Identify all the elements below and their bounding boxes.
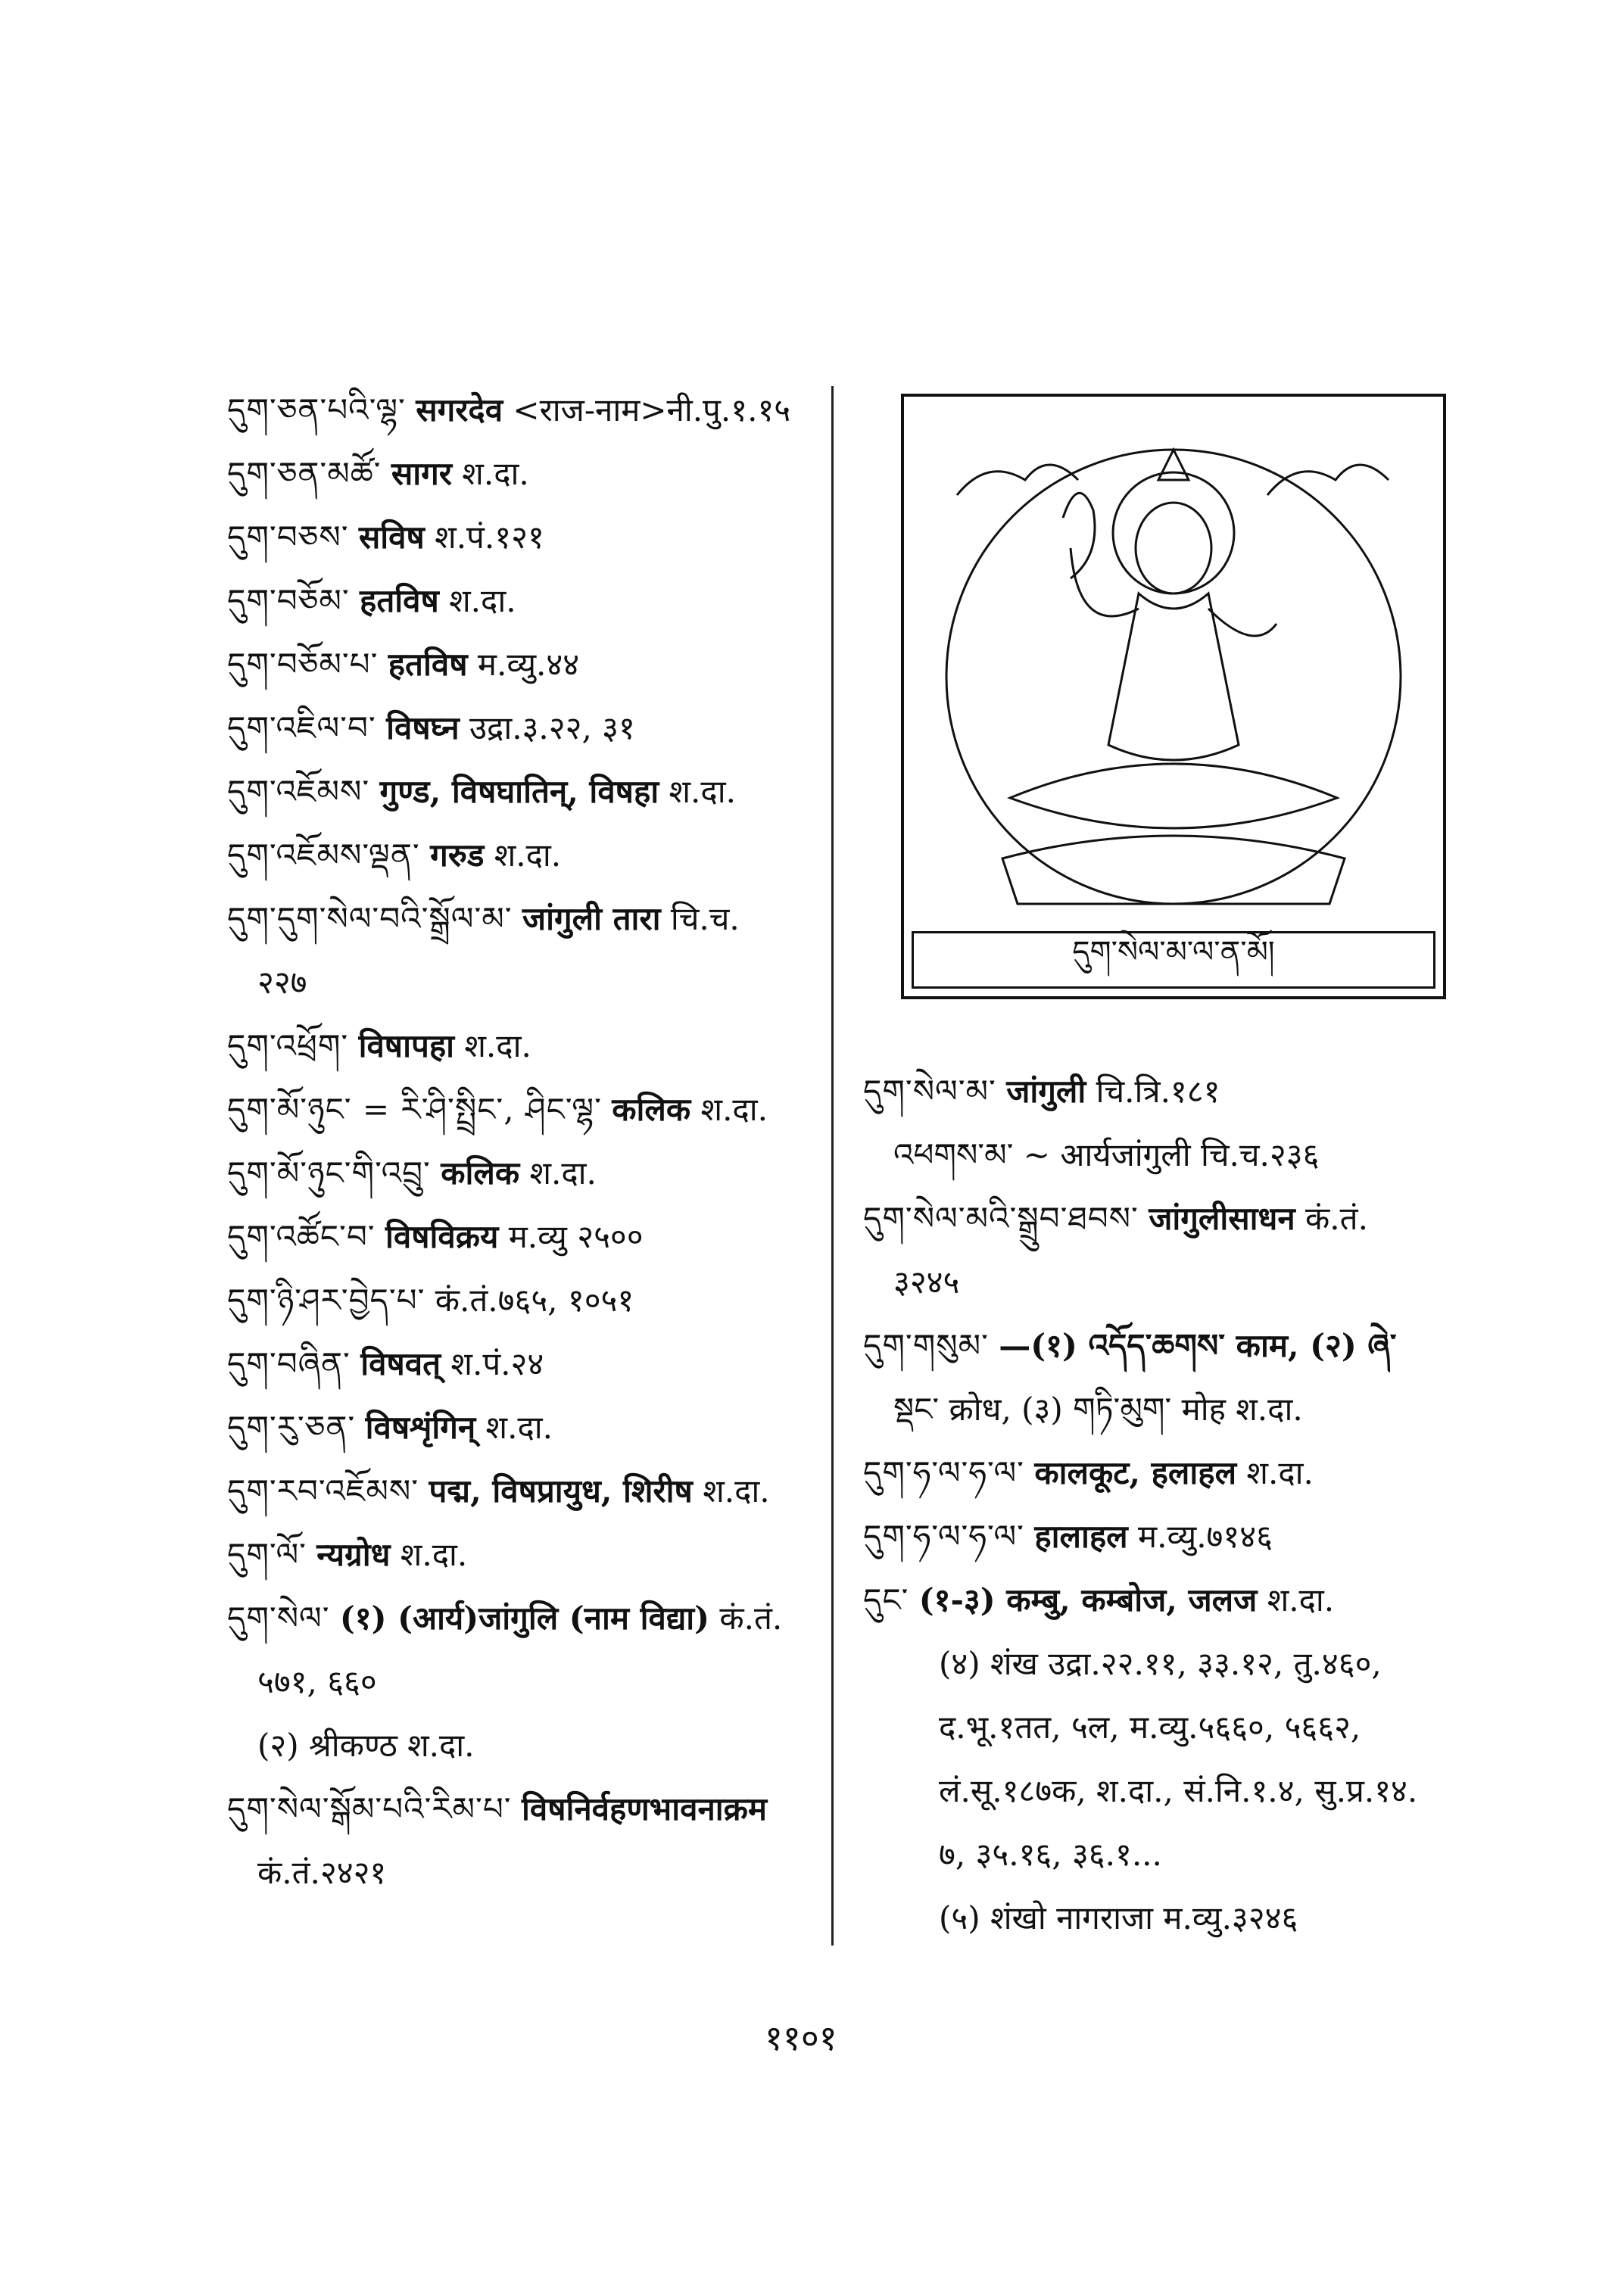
entry-continuation: ३२४५ xyxy=(893,1263,960,1301)
page-number: ११०१ xyxy=(765,2017,837,2058)
entry: དུག་ལོ་ न्यग्रोध श.दा. xyxy=(227,1536,468,1573)
entry-continuation: ७, ३५.१६, ३६.१... xyxy=(939,1836,1162,1873)
entry: དུག་འཇིལ་བ་ विषघ्न उद्रा.३.२२, ३१ xyxy=(227,709,635,746)
entry: དུག་ཉི་ཤར་བྱེད་པ་ कं.तं.७६५, १०५१ xyxy=(227,1282,634,1319)
entry: དུག་སེལ་སྒོམ་པའི་རིམ་པ་ विषनिर्वहणभावनाक्रम xyxy=(227,1790,767,1827)
entry-continuation: སྡང་ क्रोध, (३) གཏི་མུག་ मोह श.दा. xyxy=(893,1391,1303,1428)
entry: དུག་གསུམ་ —(१) འདོད་ཆགས་ काम, (२) ཞེ་ xyxy=(863,1327,1397,1364)
entry: དུག་སེལ་མ་ जांगुली चि.त्रि.१८१ xyxy=(863,1073,1220,1110)
deity-illustration xyxy=(901,394,1446,999)
tara-figure-image xyxy=(912,404,1435,934)
entry: དུག་བཅོམ་ हतविष श.दा. xyxy=(227,582,516,619)
entry-continuation: (५) शंखो नागराजा म.व्यु.३२४६ xyxy=(939,1899,1298,1936)
entry-continuation: ५७१, ६६० xyxy=(257,1663,377,1700)
entry-continuation: २२७ xyxy=(257,964,307,1001)
entry-continuation: लं.सू.१८७क, श.दा., सं.नि.१.४, सु.प्र.१४. xyxy=(939,1772,1418,1809)
entry: དུག་རབ་འཇོམས་ पद्म, विषप्रायुध, शिरीष श.दा. xyxy=(227,1472,770,1509)
entry-continuation: (२) श्रीकण्ठ श.दा. xyxy=(257,1727,475,1764)
entry: དུག་འཕྲོག་ विषापहा श.दा. xyxy=(227,1027,531,1064)
right-column xyxy=(863,1060,1492,1950)
entry: དུག་འཚོང་བ་ विषविक्रय म.व्यु २५०० xyxy=(227,1218,644,1255)
entry: དུག་འཇོམས་ गुण्ड, विषघातिन्, विषहा श.दा. xyxy=(227,773,736,810)
entry: དུང་ (१-३) कम्बु, कम्बोज, जलज श.दा. xyxy=(863,1581,1335,1618)
entry: དུག་ཅན་མཚོ་ सागर श.दा. xyxy=(227,455,529,492)
entry: དུག་བཅོམ་པ་ हतविष म.व्यु.४४ xyxy=(227,646,580,683)
entry: དུག་འཇོམས་ལྡན་ गरुड श.दा. xyxy=(227,837,562,874)
entry: དུག་མོ་ཉུང་གི་འབྲུ་ कलिक श.दा. xyxy=(227,1154,597,1192)
entry: དུག་བཞིན་ विषवत् श.पं.२४ xyxy=(227,1345,544,1382)
entry: དུག་སེལ་ (१) (आर्य)जांगुलि (नाम विद्या) कं.तं. xyxy=(227,1600,783,1637)
entry: དུག་ཧ་ལ་ཧ་ལ་ कालकूट, हलाहल श.दा. xyxy=(863,1454,1314,1491)
entry: དུག་མོ་ཉུང་ = རི་ཤི་སྤྲིང་, ཤིང་ལྷ་ कलिक श.दा. xyxy=(227,1091,768,1128)
entry: དུག་ཧ་ལ་ཧ་ལ་ हालाहल म.व्यु.७१४६ xyxy=(863,1518,1273,1555)
figure-caption: དུག་སེལ་མ་ལ་ན་མོ། xyxy=(912,931,1435,989)
entry-continuation: द.भू.१तत, ५ल, म.व्यु.५६६०, ५६६२, xyxy=(939,1709,1361,1746)
entry: དུག་རུ་ཅན་ विषशृंगिन् श.दा. xyxy=(227,1409,553,1446)
entry: དུག་བཅས་ सविष श.पं.१२१ xyxy=(227,519,544,556)
entry-continuation: (४) शंख उद्रा.२२.११, ३३.१२, तु.४६०, xyxy=(939,1645,1382,1682)
entry: དུག་ཅན་པའི་ལྷ་ सगरदेव <राज-नाम>नी.पु.१.१५ xyxy=(227,391,791,428)
left-column xyxy=(227,379,833,1905)
entry-continuation: འཕགས་མ་ ~ आर्यजांगुली चि.च.२३६ xyxy=(893,1136,1320,1173)
entry-continuation: कं.तं.२४२१ xyxy=(257,1854,387,1891)
entry: དུག་སེལ་མའི་སྒྲུབ་ཐབས་ जांगुलीसाधन कं.तं. xyxy=(863,1200,1368,1237)
entry: དུག་དུག་སེལ་བའི་སྒྲོལ་མ་ जांगुली तारा चि.च. xyxy=(227,900,740,937)
